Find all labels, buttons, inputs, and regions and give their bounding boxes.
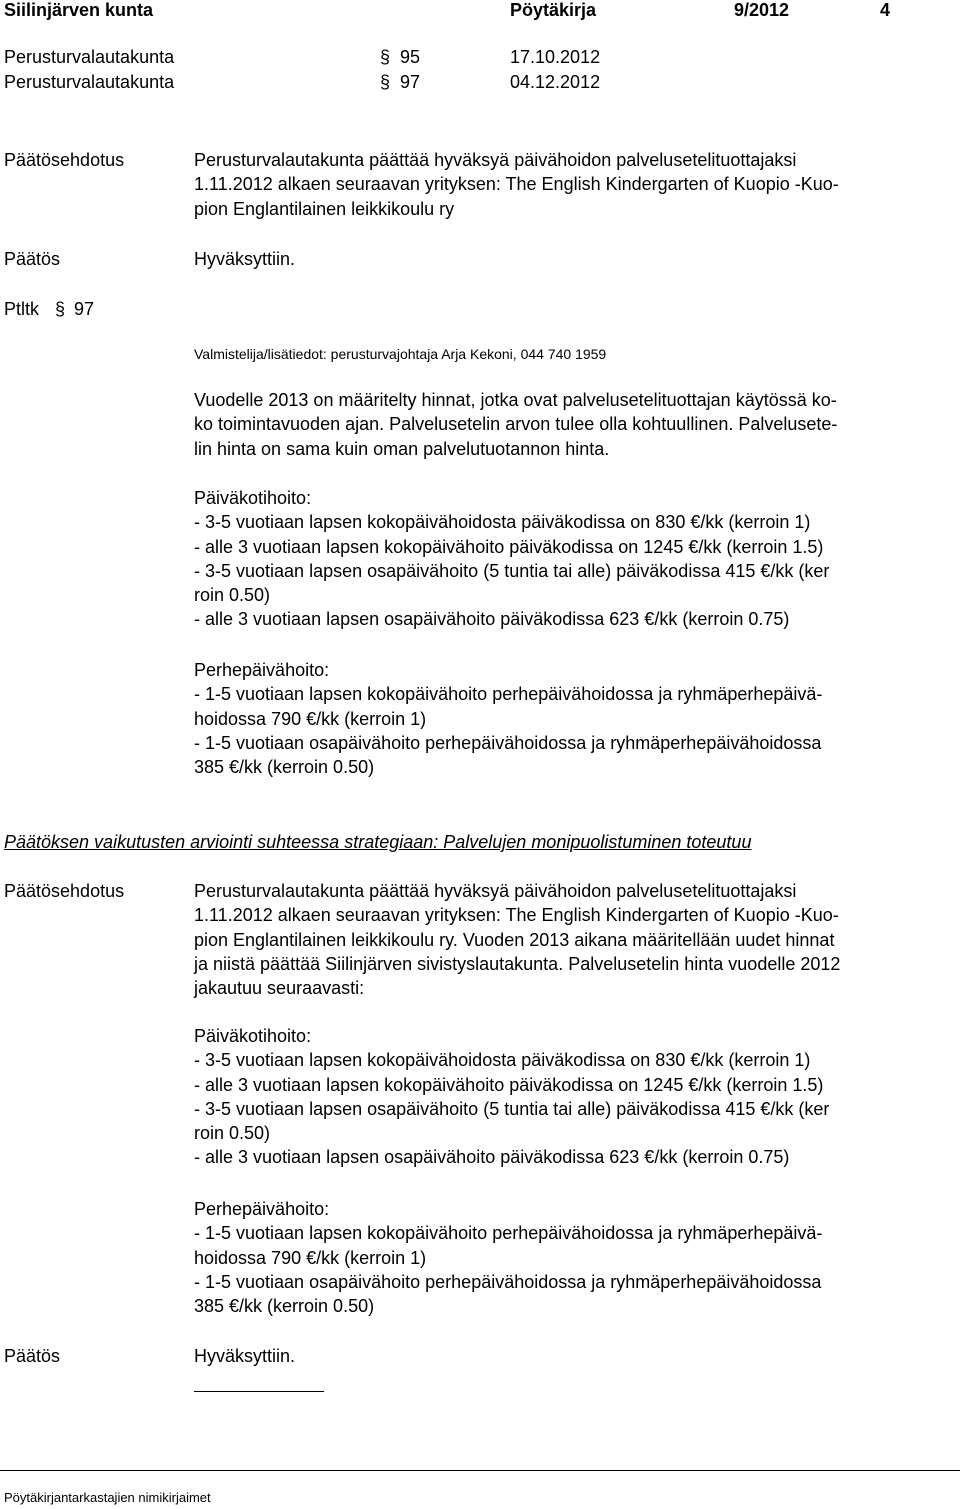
pltk-number: 97 xyxy=(74,299,95,319)
page-number: 4 xyxy=(880,0,891,20)
footer-text: Pöytäkirjantarkastajien nimikirjaimet xyxy=(4,1490,211,1505)
proposal-label: Päätösehdotus xyxy=(4,150,125,170)
text-line: pion Englantilainen leikkikoulu ry xyxy=(194,198,455,219)
proposal-text xyxy=(194,879,840,1000)
text-line: jakautuu seuraavasti: xyxy=(194,978,365,999)
text-line: - alle 3 vuotiaan lapsen osapäivähoito päiväkodissa 623 €/kk (kerroin 0.75) xyxy=(194,609,790,630)
text-line: 385 €/kk (kerroin 0.50) xyxy=(194,1296,375,1317)
section-symbol: § xyxy=(380,47,391,67)
text-line: - 1-5 vuotiaan lapsen kokopäivähoito perhepäivähoidossa ja ryhmäperhepäivä- xyxy=(194,684,823,705)
text-line: Perusturvalautakunta päättää hyväksyä päivähoidon palvelusetelituottajaksi xyxy=(194,150,797,170)
daycare-heading: Päiväkotihoito: xyxy=(194,1026,312,1046)
text-line: - 3-5 vuotiaan lapsen osapäivähoito (5 tuntia tai alle) päiväkodissa 415 €/kk (ker xyxy=(194,560,830,581)
text-line: - 3-5 vuotiaan lapsen kokopäivähoidosta päiväkodissa on 830 €/kk (kerroin 1) xyxy=(194,512,811,533)
footer-divider xyxy=(0,1470,960,1471)
text-line: - 3-5 vuotiaan lapsen osapäivähoito (5 tuntia tai alle) päiväkodissa 415 €/kk (ker xyxy=(194,1098,830,1119)
text-line: roin 0.50) xyxy=(194,585,271,606)
family-daycare-section xyxy=(194,1197,822,1318)
text-line: - alle 3 vuotiaan lapsen kokopäivähoito päiväkodissa on 1245 €/kk (kerroin 1.5) xyxy=(194,1074,824,1095)
family-daycare-heading: Perhepäivähoito: xyxy=(194,660,330,680)
decision-label: Päätös xyxy=(4,1346,61,1366)
daycare-section xyxy=(194,486,829,632)
org-name: Siilinjärven kunta xyxy=(4,0,154,20)
text-line: - 1-5 vuotiaan lapsen kokopäivähoito perhepäivähoidossa ja ryhmäperhepäivä- xyxy=(194,1223,823,1244)
intro-text xyxy=(194,388,837,461)
text-line: - 3-5 vuotiaan lapsen kokopäivähoidosta päiväkodissa on 830 €/kk (kerroin 1) xyxy=(194,1050,811,1071)
decision-text: Hyväksyttiin. xyxy=(194,1346,296,1366)
proposal-text xyxy=(194,148,839,221)
text-line: Vuodelle 2013 on määritelty hinnat, jotka ovat palvelusetelituottajan käytössä ko- xyxy=(194,390,837,410)
signature-line xyxy=(194,1391,324,1392)
impact-heading: Päätöksen vaikutusten arviointi suhteessa strategiaan: Palvelujen monipuolistuminen toteutuu xyxy=(4,832,752,852)
text-line: - alle 3 vuotiaan lapsen kokopäivähoito päiväkodissa on 1245 €/kk (kerroin 1.5) xyxy=(194,536,824,557)
text-line: 1.11.2012 alkaen seuraavan yrityksen: The English Kindergarten of Kuopio -Kuo- xyxy=(194,174,839,195)
ref-date-1: 17.10.2012 xyxy=(510,47,601,67)
text-line: roin 0.50) xyxy=(194,1123,271,1144)
family-daycare-heading: Perhepäivähoito: xyxy=(194,1199,330,1219)
decision-label: Päätös xyxy=(4,249,61,269)
text-line: ja niistä päättää Siilinjärven sivistyslautakunta. Palvelusetelin hinta vuodelle 2012 xyxy=(194,953,841,974)
family-daycare-section xyxy=(194,658,822,779)
text-line: pion Englantilainen leikkikoulu ry. Vuoden 2013 aikana määritellään uudet hinnat xyxy=(194,929,835,950)
text-line: - alle 3 vuotiaan lapsen osapäivähoito päiväkodissa 623 €/kk (kerroin 0.75) xyxy=(194,1147,790,1168)
text-line: - 1-5 vuotiaan osapäivähoito perhepäivähoidossa ja ryhmäperhepäivähoidossa xyxy=(194,732,822,753)
text-line: Perusturvalautakunta päättää hyväksyä päivähoidon palvelusetelituottajaksi xyxy=(194,881,797,901)
doc-number: 9/2012 xyxy=(734,0,790,20)
decision-text: Hyväksyttiin. xyxy=(194,249,296,269)
daycare-heading: Päiväkotihoito: xyxy=(194,488,312,508)
section-symbol: § xyxy=(55,299,66,319)
section-symbol: § xyxy=(380,72,391,92)
doc-type: Pöytäkirja xyxy=(510,0,597,20)
text-line: hoidossa 790 €/kk (kerroin 1) xyxy=(194,1247,427,1268)
text-line: 385 €/kk (kerroin 0.50) xyxy=(194,757,375,778)
daycare-section xyxy=(194,1024,829,1170)
proposal-label: Päätösehdotus xyxy=(4,881,125,901)
pltk-label: Ptltk xyxy=(4,299,40,319)
ref-number-1: 95 xyxy=(400,47,421,67)
text-line: ko toimintavuoden ajan. Palvelusetelin arvon tulee olla kohtuullinen. Palvelusete- xyxy=(194,414,838,435)
ref-date-2: 04.12.2012 xyxy=(510,72,601,92)
ref-number-2: 97 xyxy=(400,72,421,92)
ref-body-1: Perusturvalautakunta xyxy=(4,47,175,67)
ref-body-2: Perusturvalautakunta xyxy=(4,72,175,92)
text-line: 1.11.2012 alkaen seuraavan yrityksen: The English Kindergarten of Kuopio -Kuo- xyxy=(194,905,839,926)
preparer-info: Valmistelija/lisätiedot: perusturvajohtaja Arja Kekoni, 044 740 1959 xyxy=(194,346,607,362)
text-line: - 1-5 vuotiaan osapäivähoito perhepäivähoidossa ja ryhmäperhepäivähoidossa xyxy=(194,1271,822,1292)
text-line: hoidossa 790 €/kk (kerroin 1) xyxy=(194,708,427,729)
text-line: lin hinta on sama kuin oman palvelutuotannon hinta. xyxy=(194,438,610,459)
